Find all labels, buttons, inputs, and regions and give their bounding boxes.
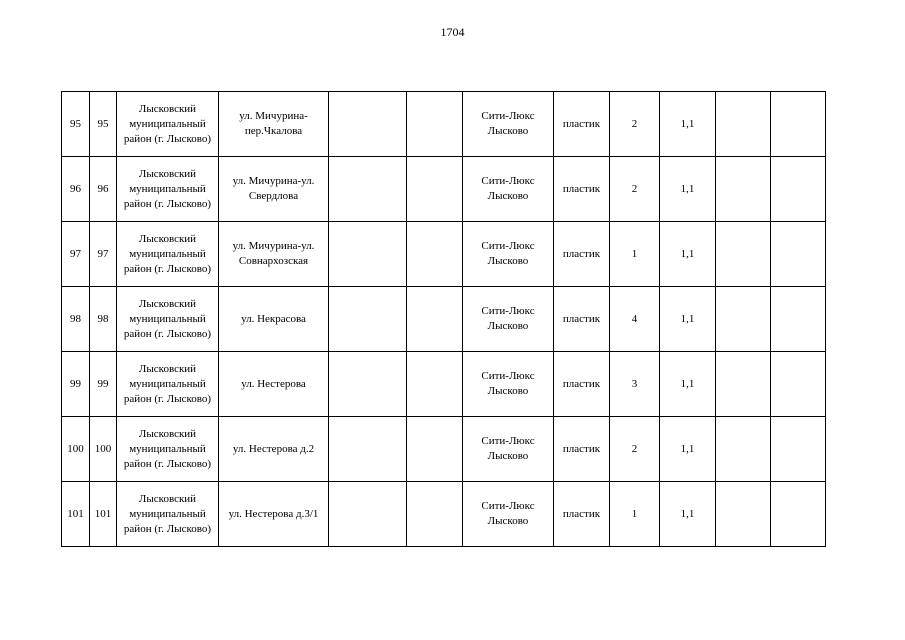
row-number-cell: 98 — [62, 287, 90, 352]
height-cell: 1,1 — [660, 287, 716, 352]
row-number-cell: 96 — [62, 157, 90, 222]
row-number-cell: 101 — [62, 482, 90, 547]
address-cell: ул. Нестерова — [219, 352, 329, 417]
data-table — [61, 91, 826, 547]
empty-cell — [771, 482, 826, 547]
empty-cell — [407, 287, 463, 352]
empty-cell — [329, 157, 407, 222]
empty-cell — [329, 287, 407, 352]
table-body — [62, 92, 826, 547]
material-cell: пластик — [554, 352, 610, 417]
empty-cell — [329, 92, 407, 157]
empty-cell — [716, 92, 771, 157]
page-number: 1704 — [440, 25, 465, 39]
empty-cell — [771, 352, 826, 417]
empty-cell — [716, 157, 771, 222]
row-number-secondary-cell: 101 — [90, 482, 117, 547]
row-number-cell: 97 — [62, 222, 90, 287]
address-cell: ул. Нестерова д.2 — [219, 417, 329, 482]
empty-cell — [771, 157, 826, 222]
district-cell: Лысковский муниципальный район (г. Лысково) — [117, 157, 219, 222]
operator-cell: Сити-Люкс Лысково — [463, 417, 554, 482]
empty-cell — [407, 352, 463, 417]
empty-cell — [716, 222, 771, 287]
district-cell: Лысковский муниципальный район (г. Лысково) — [117, 287, 219, 352]
count-cell: 1 — [610, 222, 660, 287]
table-row — [62, 417, 826, 482]
row-number-secondary-cell: 98 — [90, 287, 117, 352]
empty-cell — [771, 417, 826, 482]
material-cell: пластик — [554, 157, 610, 222]
empty-cell — [329, 482, 407, 547]
table-row — [62, 352, 826, 417]
empty-cell — [716, 482, 771, 547]
material-cell: пластик — [554, 222, 610, 287]
table-row — [62, 222, 826, 287]
height-cell: 1,1 — [660, 482, 716, 547]
material-cell: пластик — [554, 92, 610, 157]
address-cell: ул. Мичурина-ул. Совнархозская — [219, 222, 329, 287]
empty-cell — [716, 417, 771, 482]
row-number-cell: 95 — [62, 92, 90, 157]
district-cell: Лысковский муниципальный район (г. Лысково) — [117, 222, 219, 287]
empty-cell — [329, 222, 407, 287]
operator-cell: Сити-Люкс Лысково — [463, 482, 554, 547]
address-cell: ул. Мичурина-ул. Свердлова — [219, 157, 329, 222]
row-number-secondary-cell: 97 — [90, 222, 117, 287]
row-number-secondary-cell: 100 — [90, 417, 117, 482]
operator-cell: Сити-Люкс Лысково — [463, 287, 554, 352]
height-cell: 1,1 — [660, 222, 716, 287]
district-cell: Лысковский муниципальный район (г. Лысково) — [117, 352, 219, 417]
operator-cell: Сити-Люкс Лысково — [463, 352, 554, 417]
operator-cell: Сити-Люкс Лысково — [463, 92, 554, 157]
empty-cell — [407, 157, 463, 222]
district-cell: Лысковский муниципальный район (г. Лысково) — [117, 417, 219, 482]
height-cell: 1,1 — [660, 352, 716, 417]
empty-cell — [716, 352, 771, 417]
district-cell: Лысковский муниципальный район (г. Лысково) — [117, 482, 219, 547]
district-cell: Лысковский муниципальный район (г. Лысково) — [117, 92, 219, 157]
material-cell: пластик — [554, 417, 610, 482]
material-cell: пластик — [554, 287, 610, 352]
empty-cell — [716, 287, 771, 352]
empty-cell — [329, 352, 407, 417]
empty-cell — [407, 222, 463, 287]
height-cell: 1,1 — [660, 157, 716, 222]
count-cell: 2 — [610, 92, 660, 157]
empty-cell — [771, 222, 826, 287]
address-cell: ул. Мичурина- пер.Чкалова — [219, 92, 329, 157]
material-cell: пластик — [554, 482, 610, 547]
row-number-cell: 99 — [62, 352, 90, 417]
operator-cell: Сити-Люкс Лысково — [463, 222, 554, 287]
row-number-secondary-cell: 95 — [90, 92, 117, 157]
empty-cell — [771, 92, 826, 157]
empty-cell — [407, 417, 463, 482]
empty-cell — [771, 287, 826, 352]
height-cell: 1,1 — [660, 417, 716, 482]
empty-cell — [407, 92, 463, 157]
address-cell: ул. Некрасова — [219, 287, 329, 352]
table-row — [62, 287, 826, 352]
table-row — [62, 92, 826, 157]
height-cell: 1,1 — [660, 92, 716, 157]
count-cell: 2 — [610, 157, 660, 222]
table-row — [62, 482, 826, 547]
address-cell: ул. Нестерова д.3/1 — [219, 482, 329, 547]
row-number-secondary-cell: 99 — [90, 352, 117, 417]
count-cell: 1 — [610, 482, 660, 547]
table-row — [62, 157, 826, 222]
empty-cell — [329, 417, 407, 482]
row-number-cell: 100 — [62, 417, 90, 482]
operator-cell: Сити-Люкс Лысково — [463, 157, 554, 222]
row-number-secondary-cell: 96 — [90, 157, 117, 222]
count-cell: 2 — [610, 417, 660, 482]
count-cell: 4 — [610, 287, 660, 352]
count-cell: 3 — [610, 352, 660, 417]
empty-cell — [407, 482, 463, 547]
